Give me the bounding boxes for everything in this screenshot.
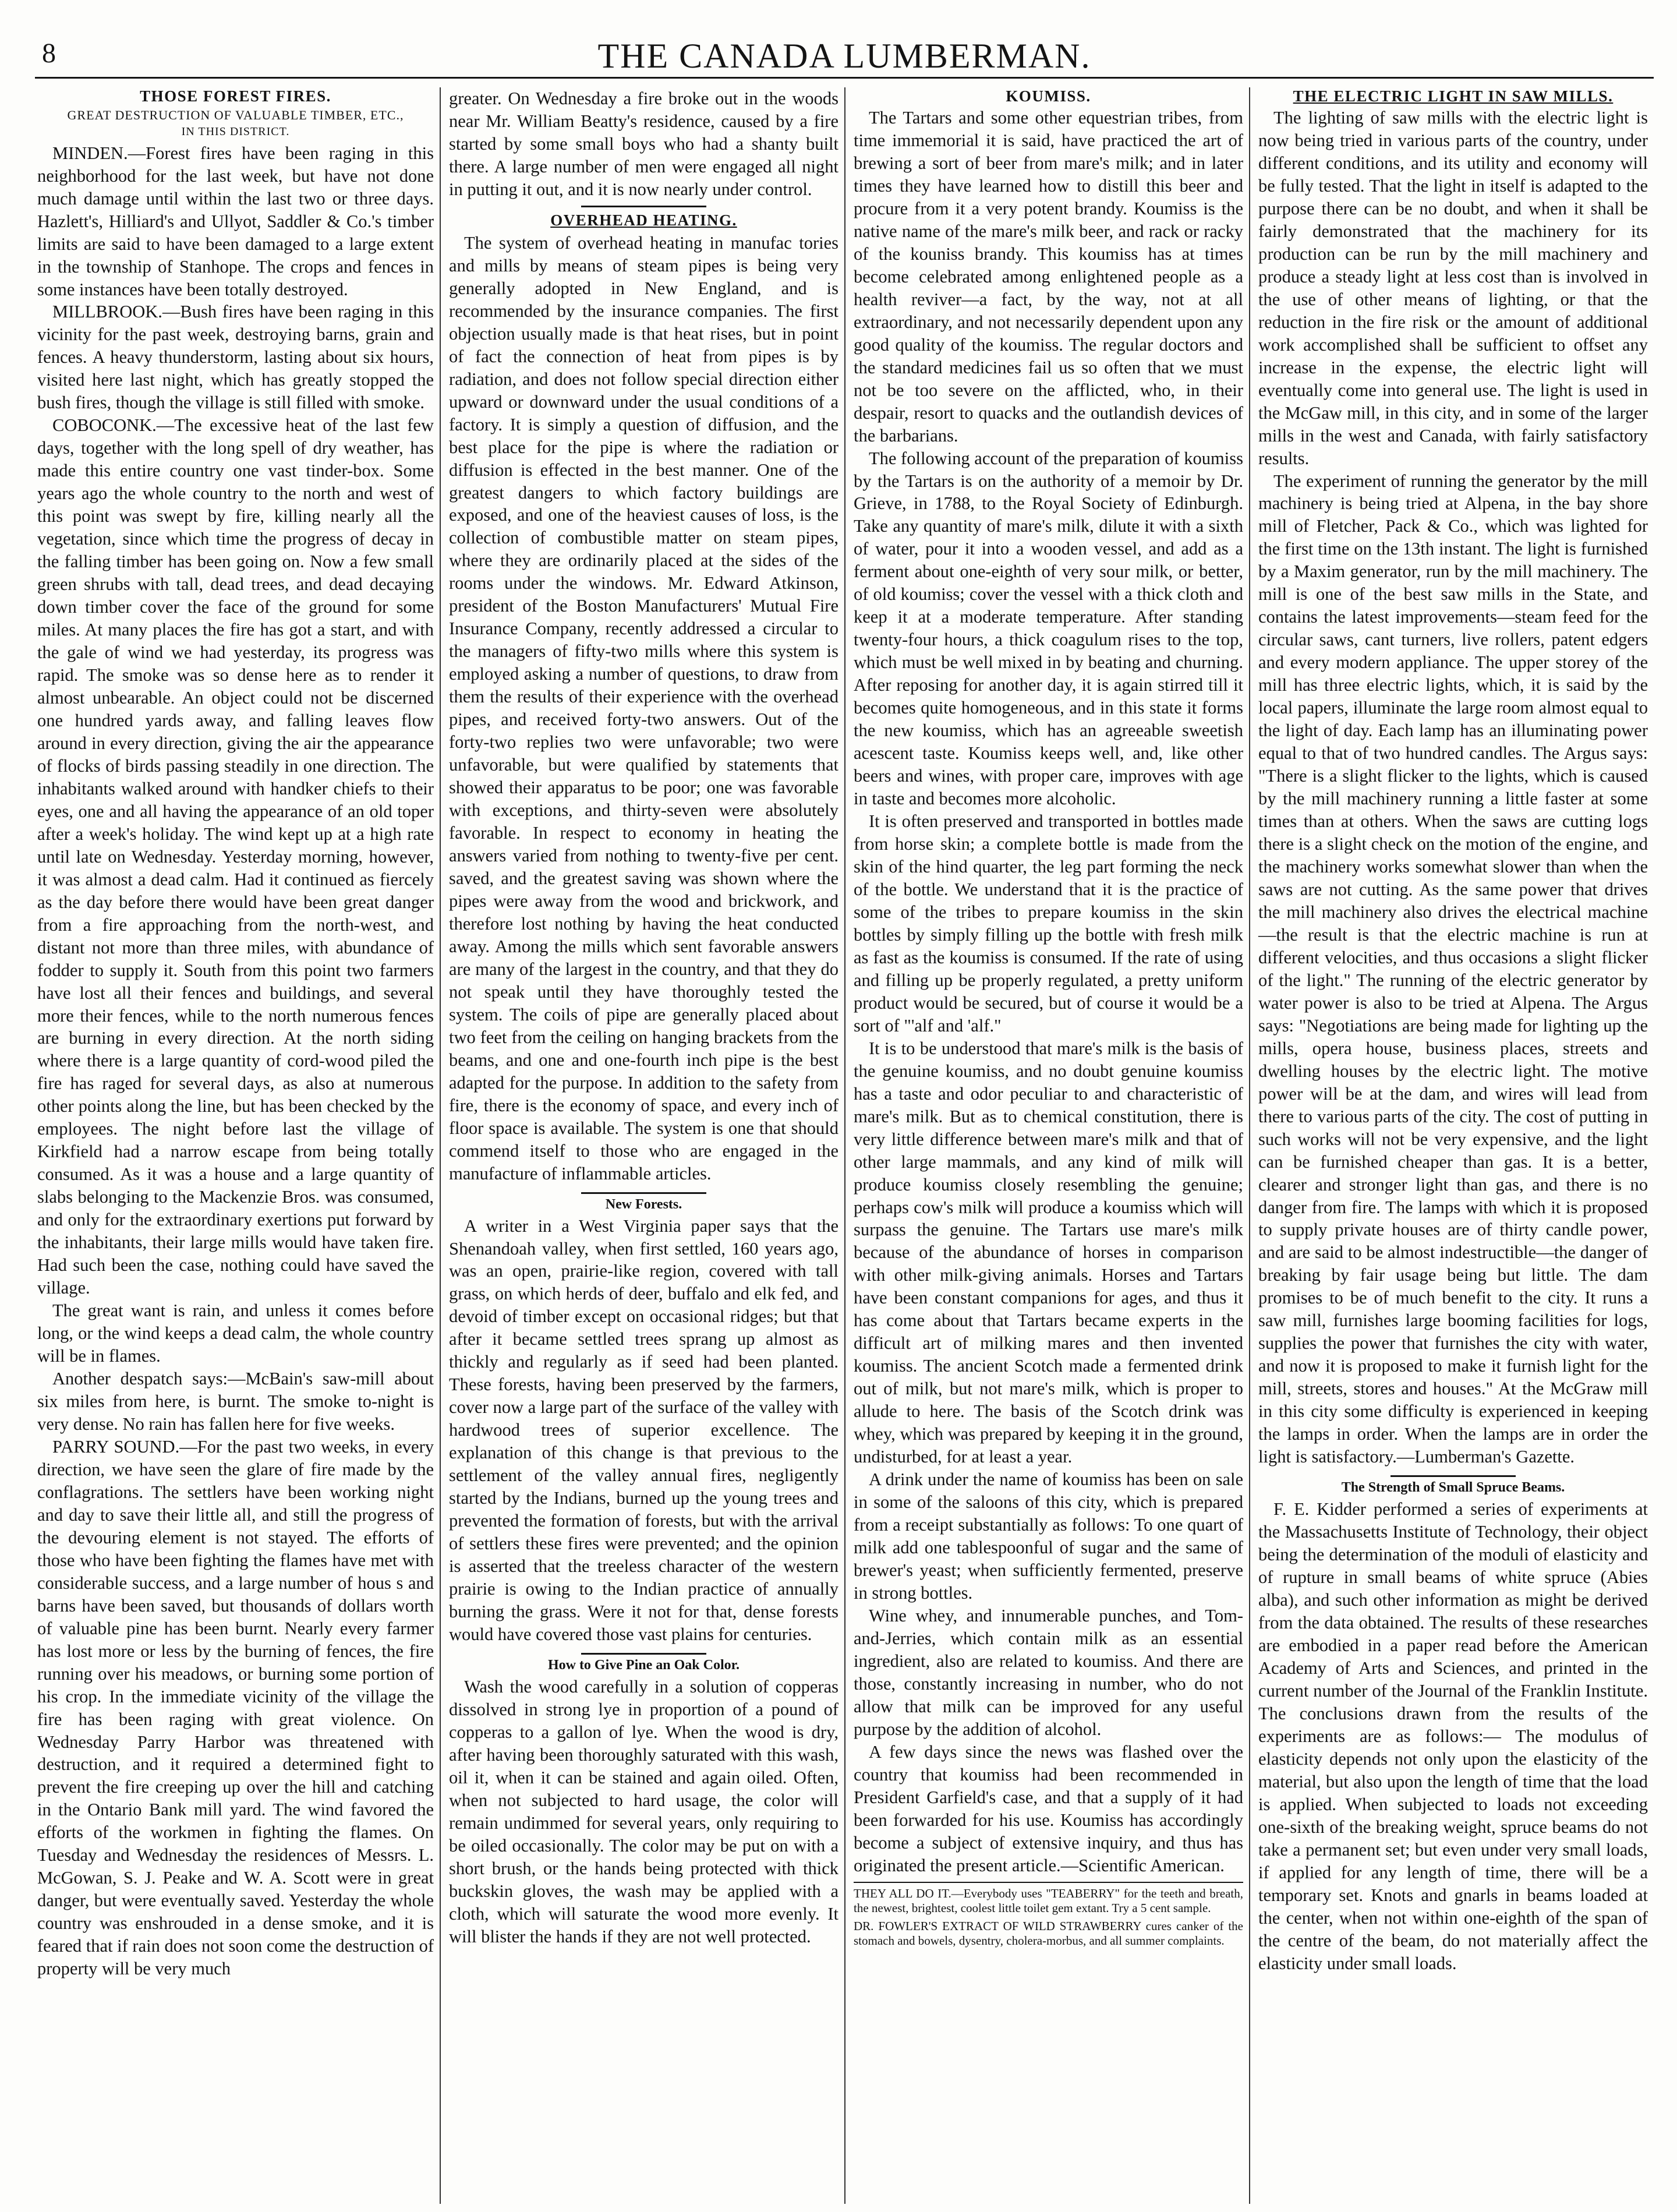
koumiss-paragraph-3: It is often preserved and transported in bottles made from horse skin; a complete bottle is made from the skin of the hind quarter, the leg part forming the neck of the bottle. We understand that it is the practice of some of the tribes to prepare koumiss in the skin bottles by simply filling up the bottle with fresh milk as fast as the koumiss is consumed. If the rate of using and filling up be properly regulated, a pretty uniform product would be secured, but of course it would be a sort of "'alf and 'alf." bbox=[854, 811, 1243, 1036]
koumiss-paragraph-6: Wine whey, and innumerable punches, and Tom-and-Jerries, which contain milk as an essential ingredient, also are related to koumiss. And there are those, constantly increasing in number, who do not allow that milk can be improved for any useful purpose by the addition of alcohol. bbox=[854, 1605, 1243, 1739]
koumiss-paragraph-5: A drink under the name of koumiss has been on sale in some of the saloons of this city, which is prepared from a receipt substantially as follows: To one quart of milk add one tablespoonful of sugar and the same of brewer's yeast; when sufficiently fermented, preserve in strong bottles. bbox=[854, 1469, 1243, 1603]
forest-fires-headline: THOSE FOREST FIRES. bbox=[140, 87, 331, 105]
pine-oak-color-headline: How to Give Pine an Oak Color. bbox=[449, 1651, 838, 1673]
electric-light-paragraph-1: The lighting of saw mills with the electric light is now being tried in various parts of the country, under different conditions, and its utility and economy will be fully tested. That the light in itself is adapted to the purpose there can be no doubt, and when it shall be fairly demonstrated that the machinery for its production can be run by the mill machinery and produce a steady light at less cost than is involved in the use of other means of lighting, or that the reduction in the fire risk or the amount of additional work accomplished shall be sufficient to offset any increase in the expense, the electric light will eventually come into general use. The light is used in the McGaw mill, in this city, and in some of the larger mills in the west and Canada, with fairly satisfactory results. bbox=[1258, 108, 1648, 468]
parry-sound-paragraph: PARRY SOUND.—For the past two weeks, in every direction, we have seen the glare of fire made by the conflagrations. The settlers have been working night and day to save their little all, and still the progress of the devouring element is not stayed. The efforts of those who have been fighting the flames have met with considerable success, and a large number of hous s and barns have been saved, but thousands of dollars worth of valuable pine has been burnt. Nearly every farmer has lost more or less by the burning of fences, the fire running over his meadows, or burning some portion of his crop. In the immediate vicinity of the village the fire has been raging with great violence. On Wednesday Parry Harbor was threatened with destruction, and it required a determined fight to prevent the fire creeping up over the hill and catching in the Ontario Bank mill yard. The wind favored the efforts of the workmen in fighting the flames. On Tuesday and Wednesday the residences of Messrs. L. McGowan, S. J. Peake and W. A. Scott were in great danger, but were eventually saved. Yesterday the whole country was enshrouded in a dense smoke, and it is feared that if rain does not soon come the destruction of property will be very much bbox=[37, 1436, 434, 1979]
coboconk-paragraph: COBOCONK.—The excessive heat of the last few days, together with the long spell of dry weather, has made this entire country one vast tinder-box. Some years ago the whole country to the north and west of this point was swept by fire, killing nearly all the vegetation, since which time the progress of decay in the falling timber has been going on. Now a few small green shrubs with tall, dead trees, and dead decaying down timber cover the face of the ground for some miles. At many places the fire has got a start, and with the gale of wind we had yesterday, its progress was rapid. The smoke was so dense here as to render it almost unbearable. An object could not be discerned one hundred yards away, and falling leaves flow around in every direction, giving the air the appearance of flocks of birds passing steadily in one direction. The inhabitants walked around with handker chiefs to their eyes, one and all having the appearance of an old toper after a week's holiday. The wind kept up at a high rate until late on Wednesday. Yesterday morning, however, it was almost a dead calm. Had it continued as fiercely as the day before there would have been great danger from a fire approaching from the north-west, and distant not more than three miles, with abundance of fodder to supply it. South from this point two farmers have lost all their fences and buildings, and several more their fences, while to the north numerous fences are burning in every direction. At the north siding where there is a large quantity of cord-wood piled the fire has raged for several days, as also at numerous other points along the line, but has been checked by the employees. The night before last the village of Kirkfield had a narrow escape from being totally consumed. As it was a house and a large quantity of slabs belonging to the Mackenzie Bros. was consumed, and only for the extraordinary exertions put forward by the inhabitants, their large mills would have taken fire. Had such been the case, nothing could have saved the village. bbox=[37, 415, 434, 1298]
teaberry-advertisement: THEY ALL DO IT.—Everybody uses "TEABERRY" for the teeth and breath, the newest, brightest, coolest little toilet gem extant. Try a 5 cent sample. bbox=[854, 1886, 1243, 1915]
spruce-beams-headline: The Strength of Small Spruce Beams. bbox=[1258, 1473, 1648, 1496]
koumiss-headline: KOUMISS. bbox=[1006, 87, 1091, 105]
koumiss-paragraph-4: It is to be understood that mare's milk is the basis of the genuine koumiss, and no doubt genuine koumiss has a taste and odor peculiar to and characteristic of mare's milk. But as to chemical constitution, there is very little difference between mare's milk and that of other large mammals, and any kind of milk will produce koumiss closely resembling the genuine; perhaps cow's milk will produce a koumiss which will surpass the genuine. The Tartars use mare's milk because of the abundance of horses in comparison with other milk-giving animals. Horses and Tartars have been constant companions for ages, and thus it has come about that Tartars became experts in the difficult art of milking mares and then invented koumiss. The ancient Scotch made a fermented drink out of milk, but not mare's milk, which is proper to allude to here. The basis of the Scotch drink was whey, which was prepared by keeping it in the ground, undisturbed, for at least a year. bbox=[854, 1038, 1243, 1467]
new-forests-paragraph: A writer in a West Virginia paper says that the Shenandoah valley, when first settled, 160 years ago, was an open, prairie-like region, covered with tall grass, on which herds of deer, buffalo and elk fed, and devoid of timber except on occasional ridges; but that after it became settled trees sprang up almost as thickly and regularly as if seed had been planted. These forests, having been preserved by the farmers, cover now a large part of the surface of the valley with hardwood trees of superior excellence. The explanation of this change is that previous to the settlement of the valley annual fires, negligently started by the Indians, burned up the young trees and prevented the formation of forests, but with the arrival of settlers these fires were prevented; and the opinion is asserted that the treeless character of the western prairie is owing to the Indian practice of annually burning the grass. Were it not for that, dense forests would have covered those vast plains for centuries. bbox=[449, 1215, 838, 1644]
masthead bbox=[35, 36, 1654, 79]
fires-continued-paragraph: greater. On Wednesday a fire broke out in the woods near Mr. William Beatty's residence, caused by a fire started by some small boys who had a shanty built there. A large number of men were engaged all night in putting it out, and it is now nearly under control. bbox=[449, 89, 838, 199]
column-1 bbox=[35, 87, 440, 2204]
despatch-paragraph: Another despatch says:—McBain's saw-mill about six miles from here, is burnt. The smoke to-night is very dense. No rain has fallen here for five weeks. bbox=[37, 1369, 434, 1434]
strawberry-advertisement: DR. FOWLER'S EXTRACT OF WILD STRAWBERRY cures canker of the stomach and bowels, dysentry, cholera-morbus, and all summer complaints. bbox=[854, 1918, 1243, 1948]
millbrook-paragraph: MILLBROOK.—Bush fires have been raging in this vicinity for the past week, destroying barns, grain and fences. A heavy thunderstorm, lasting about six hours, visited here last night, which has greatly stopped the bush fires, though the village is still filled with smoke. bbox=[37, 302, 434, 413]
forest-fires-subhead-2: IN THIS DISTRICT. bbox=[181, 125, 290, 138]
column-3 bbox=[844, 87, 1249, 2204]
new-forests-headline: New Forests. bbox=[449, 1190, 838, 1213]
overhead-heating-headline: OVERHEAD HEATING. bbox=[449, 203, 838, 229]
electric-light-headline: THE ELECTRIC LIGHT IN SAW MILLS. bbox=[1293, 87, 1614, 105]
rain-paragraph: The great want is rain, and unless it comes before long, or the wind keeps a dead calm, the whole country will be in flames. bbox=[37, 1301, 434, 1366]
koumiss-paragraph-1: The Tartars and some other equestrian tribes, from time immemorial it is said, have practiced the art of brewing a sort of beer from mare's milk; and in later times they have learned how to distill this beer and procure from it a very potent brandy. Koumiss is the native name of the mare's milk beer, and rack or racky of the kouniss brandy. This koumiss has at times become celebrated among enlightened people as a health reviver—a fact, by the way, not at all extraordinary, and not necessarily dependent upon any good quality of the koumiss. The regular doctors and the standard medicines fail us so often that we must not be too severe on the afflicted, who, in their despair, resort to quacks and the outlandish devices of the barbarians. bbox=[854, 108, 1243, 446]
electric-light-paragraph-2: The experiment of running the generator by the mill machinery is being tried at Alpena, in the bay shore mill of Fletcher, Pack & Co., which was lighted for the first time on the 13th instant. The light is furnished by a Maxim generator, run by the mill machinery. The mill is one of the best saw mills in the State, and contains the latest improvements—steam feed for the circular saws, cant turners, live rollers, patent edgers and every modern appliance. The upper storey of the mill has three electric lights, which, it is said by the local papers, illuminate the large room almost equal to the light of day. Each lamp has an illuminating power equal to that of two hundred candles. The Argus says: "There is a slight flicker to the lights, which is caused by the mill machinery running a little faster at some times than at others. When the saws are cutting logs there is a slight check on the motion of the engine, and the machinery works somewhat slower than when the saws are not cutting. As the same power that drives the mill machinery also drives the electrical machine—the result is that the electric machine is run at different velocities, and thus occasions a slight flicker of the light." The running of the electric generator by water power is also to be tried at Alpena. The Argus says: "Negotiations are being made for lighting up the mills, opera house, business places, streets and dwelling houses by the electric light. The motive power will be at the dam, and wires will lead from there to various parts of the city. The cost of putting in such works will not be very expensive, and the light can be furnished cheaper than gas. It is a better, clearer and stronger light than gas, and there is no danger from fire. The lamps with which it is proposed to supply private houses are of thirty candle power, and are said to be almost indestructible—the danger of breaking by fair usage being but little. The dam promises to be of much benefit to the city. It runs a saw mill, furnishes large booming facilities for logs, supplies the power that furnishes the city with water, and now it is proposed to make it furnish light for the mill, streets, stores and houses." At the McGraw mill in this city some difficulty is experienced in keeping the lamps in order. When the lamps are in order the light is satisfactory.—Lumberman's Gazette. bbox=[1258, 471, 1648, 1467]
koumiss-paragraph-2: The following account of the preparation of koumiss by the Tartars is on the authority of a memoir by Dr. Grieve, in 1788, to the Royal Society of Edinburgh. Take any quantity of mare's milk, dilute it with a sixth of water, pour it into a wooden vessel, and add as a ferment about one-eighth of very sour milk, or better, of old koumiss; cover the vessel with a thick cloth and keep it at a moderate temperature. After standing twenty-four hours, a thick coagulum rises to the top, which must be well mixed in by beating and churning. After reposing for another day, it is again stirred till it becomes quite homogeneous, and in this state it forms the new koumiss, which has an agreeable sweetish acescent taste. Koumiss keeps well, and, like other beers and wines, with proper care, improves with age in taste and becomes more alcoholic. bbox=[854, 448, 1243, 809]
koumiss-paragraph-7: A few days since the news was flashed over the country that koumiss had been recommended in President Garfield's case, and that a supply of it had been forwarded for his use. Koumiss has accordingly become a subject of extensive inquiry, and thus has originated the present article.—Scientific American. bbox=[854, 1741, 1243, 1875]
column-4 bbox=[1249, 87, 1654, 2204]
page-number: 8 bbox=[42, 38, 56, 69]
minden-paragraph: MINDEN.—Forest fires have been raging in this neighborhood for the last week, but have not done much damage until within the last two or three days. Hazlett's, Hilliard's and Ullyot, Saddler & Co.'s timber limits are said to have been damaged to a large extent in the township of Stanhope. The crops and fences in some instances have been totally destroyed. bbox=[37, 143, 434, 299]
forest-fires-subhead: GREAT DESTRUCTION OF VALUABLE TIMBER, ETC., bbox=[67, 108, 404, 122]
advertisements bbox=[854, 1882, 1243, 1949]
column-2 bbox=[440, 87, 844, 2204]
overhead-heating-paragraph: The system of overhead heating in manufac tories and mills by means of steam pipes is being very generally adopted in New England, and is recommended by the insurance companies. The first objection usually made is that heat rises, but in point of fact the connection of heat from pipes is by radiation, and does not follow special direction either upward or downward under the usual conditions of a factory. It is simply a question of diffusion, and the best place for the pipe is where the radiation or diffusion is effected in the best manner. One of the greatest dangers to which factory buildings are exposed, and one of the heaviest causes of loss, is the collection of combustible matter on steam pipes, where they are ordinarily placed at the sides of the rooms under the windows. Mr. Edward Atkinson, president of the Boston Manufacturers' Mutual Fire Insurance Company, recently addressed a circular to the managers of fifty-two mills where this system is employed asking a number of questions, to draw from them the results of their experience with the overhead pipes, and received forty-two answers. Out of the forty-two replies two were unfavorable; two were unfavorable, but were qualified by statements that showed their apparatus to be poor; one was favorable with exceptions, and thirty-seven were absolutely favorable. In respect to economy in heating the answers varied from nothing to twenty-five per cent. saved, and the greatest saving was shown where the pipes were away from the wood and brickwork, and therefore lost nothing by having the heat conducted away. Among the mills which sent favorable answers are many of the largest in the country, and that they do not speak until they have thoroughly tested the system. The coils of pipe are generally placed about two feet from the ceiling on hanging brackets from the beams, and one and one-fourth inch pipe is the best adapted for the purpose. In addition to the safety from fire, there is the economy of space, and every inch of floor space is available. The system is one that should commend itself to those who are engaged in the manufacture of inflammable articles. bbox=[449, 232, 838, 1183]
article-columns bbox=[35, 87, 1654, 2204]
spruce-beams-paragraph: F. E. Kidder performed a series of experiments at the Massachusetts Institute of Technology, their object being the determination of the moduli of elasticity and of rupture in small beams of white spruce (Abies alba), and such other information as might be derived from the data obtained. The results of these researches are embodied in a paper read before the American Academy of Arts and Sciences, and printed in the current number of the Journal of the Franklin Institute. The conclusions drawn from the results of the experiments are as follows:— The modulus of elasticity depends not only upon the elasticity of the material, but also upon the length of time that the load is applied. When subjected to loads not exceeding one-sixth of the breaking weight, spruce beams do not take a permanent set; but even under very small loads, if applied for any length of time, there will be a temporary set. Knots and gnarls in beams loaded at the center, when not within one-eighth of the span of the centre of the beam, do not materially affect the elasticity under small loads. bbox=[1258, 1499, 1648, 1973]
pine-oak-color-paragraph: Wash the wood carefully in a solution of copperas dissolved in strong lye in proportion of a pound of copperas to a gallon of lye. When the wood is dry, after having been thoroughly saturated with this wash, oil it, when it can be stained and again oiled. Often, when not subjected to hard usage, the color will remain undimmed for several years, only requiring to be oiled occasionally. The color may be put on with a short brush, or the hands being protected with thick buckskin gloves, the wash may be applied with a cloth, which will saturate the wood more evenly. It will blister the hands if they are not well protected. bbox=[449, 1676, 838, 1946]
newspaper-title: THE CANADA LUMBERMAN. bbox=[597, 37, 1091, 75]
